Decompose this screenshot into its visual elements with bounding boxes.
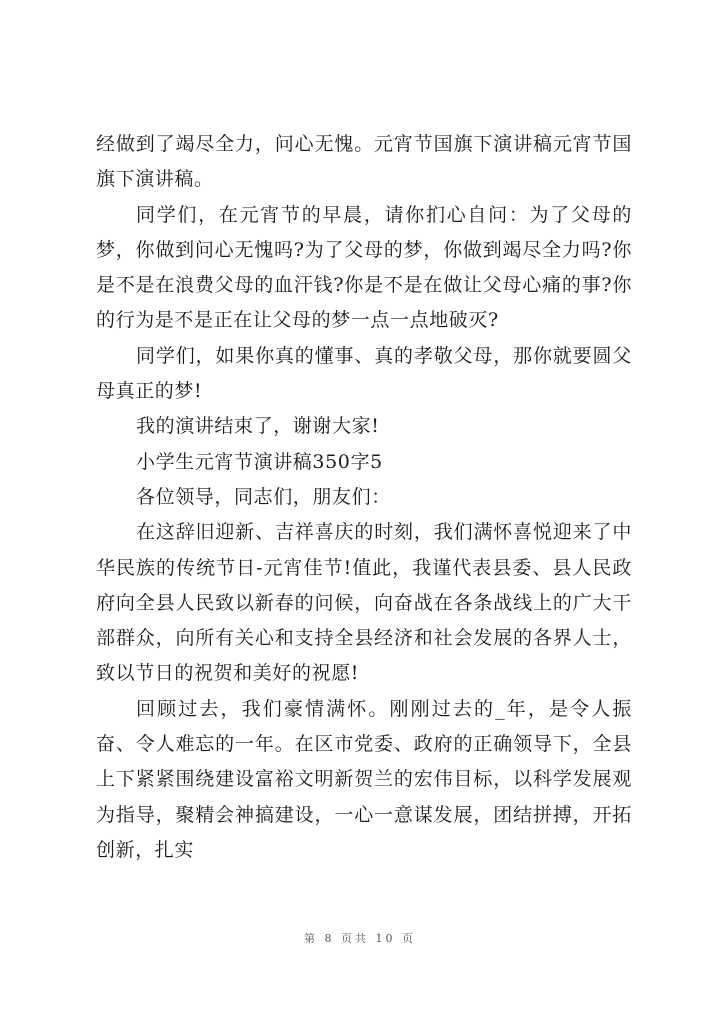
paragraph-7: 在这辞旧迎新、吉祥喜庆的时刻，我们满怀喜悦迎来了中华民族的传统节日-元宵佳节!值此，我谨代表县委、县人民政府向全县人民致以新春的问候，向奋战在各条战线上的广大干部群众，向所有关心和支持全县经济和社会发展的各界人士，致以节日的祝贺和美好的祝愿! [96, 521, 632, 685]
paragraph-5-heading: 小学生元宵节演讲稿350字5 [136, 450, 383, 473]
paragraph-3: 同学们，如果你真的懂事、真的孝敬父母，那你就要圆父母真正的梦! [96, 344, 632, 403]
paragraph-1: 经做到了竭尽全力，问心无愧。元宵节国旗下演讲稿元宵节国旗下演讲稿。 [96, 133, 632, 191]
paragraph-8: 回顾过去，我们豪情满怀。刚刚过去的_年，是令人振奋、令人难忘的一年。在区市党委、政府的正确领导下，全县上下紧紧围绕建设富裕文明新贺兰的宏伟目标，以科学发展观为指导，聚精会神搞建设，一心一意谋发展，团结拼搏，开拓创新，扎实 [96, 697, 632, 861]
paragraph-6-salutation: 各位领导，同志们，朋友们： [136, 485, 391, 508]
page-number-footer: 第 8 页共 10 页 [304, 932, 416, 945]
paragraph-4: 我的演讲结束了，谢谢大家! [136, 415, 380, 438]
paragraph-2: 同学们，在元宵节的早晨，请你扪心自问：为了父母的梦，你做到问心无愧吗?为了父母的梦，你做到竭尽全力吗?你是不是在浪费父母的血汗钱?你是不是在做让父母心痛的事?你的行为是不是正在让父母的梦一点一点地破灭? [96, 203, 632, 332]
document-body [96, 127, 632, 868]
